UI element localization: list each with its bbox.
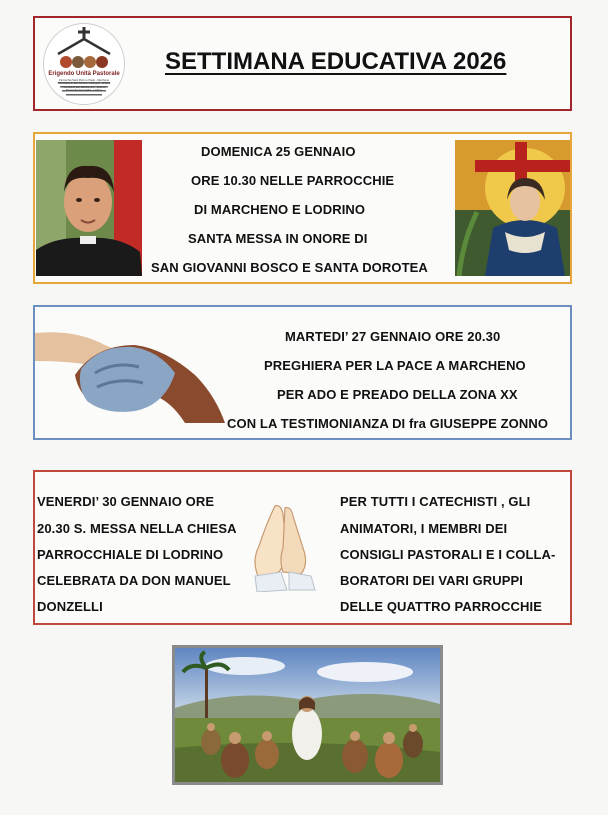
event1-line: SANTA MESSA IN ONORE DI	[188, 231, 368, 246]
event3-right-line: PER TUTTI I CATECHISTI , GLI	[340, 494, 531, 509]
joined-hands-icon	[35, 315, 235, 425]
event3-left-line: 20.30 S. MESSA NELLA CHIESA	[37, 521, 237, 536]
logo-parish-line: Parrocchia San Vigilio - Lodrino	[65, 88, 103, 92]
event2-line: MARTEDI’ 27 GENNAIO ORE 20.30	[285, 329, 501, 344]
event3-right-line: ANIMATORI, I MEMBRI DEI	[340, 521, 508, 536]
event1-line: DOMENICA 25 GENNAIO	[201, 144, 356, 159]
saint-john-bosco-portrait-icon	[36, 140, 142, 276]
praying-hands-icon	[245, 502, 325, 592]
event3-left-line: DONZELLI	[37, 599, 103, 614]
event3-right-line: DELLE QUATTRO PARROCCHIE	[340, 599, 542, 614]
jesus-teaching-icon	[175, 648, 440, 782]
event1-line: SAN GIOVANNI BOSCO E SANTA DOROTEA	[151, 260, 428, 275]
pastoral-logo	[43, 23, 125, 105]
event3-left-line: PARROCCHIALE DI LODRINO	[37, 547, 224, 562]
event1-line: ORE 10.30 NELLE PARROCCHIE	[191, 173, 395, 188]
logo-parish-list	[44, 79, 124, 92]
event3-left-line: CELEBRATA DA DON MANUEL	[37, 573, 231, 588]
logo-parish-line: Parrocchia San Bartolomeo - Cesovo	[62, 85, 106, 89]
event-sunday-box	[33, 132, 572, 284]
event1-line: DI MARCHENO E LODRINO	[194, 202, 366, 217]
page-title: SETTIMANA EDUCATIVA 2026	[165, 48, 507, 75]
event2-line: PER ADO E PREADO DELLA ZONA XX	[277, 387, 518, 402]
logo-parish-line: Parrocchia Santi Pietro e Paolo - Marcheno	[59, 79, 109, 82]
event3-right-line: BORATORI DEI VARI GRUPPI	[340, 573, 523, 588]
logo-parish-line: Parrocchia di San Michele Arcangelo - Brozzo	[57, 82, 111, 86]
logo-name: Erigendo Unità Pastorale	[48, 71, 120, 77]
header-banner	[33, 16, 572, 111]
event-friday-box	[33, 470, 572, 625]
event3-right-line: CONSIGLI PASTORALI E I COLLA-	[340, 547, 556, 562]
event-tuesday-box	[33, 305, 572, 440]
event2-line: CON LA TESTIMONIANZA DI fra GIUSEPPE ZONNO	[227, 416, 549, 431]
event3-left-line: VENERDI’ 30 GENNAIO ORE	[37, 494, 215, 509]
event2-line: PREGHIERA PER LA PACE A MARCHENO	[264, 358, 526, 373]
saint-dorothy-stained-glass-icon	[455, 140, 570, 276]
jesus-teaching-scene	[172, 645, 443, 785]
